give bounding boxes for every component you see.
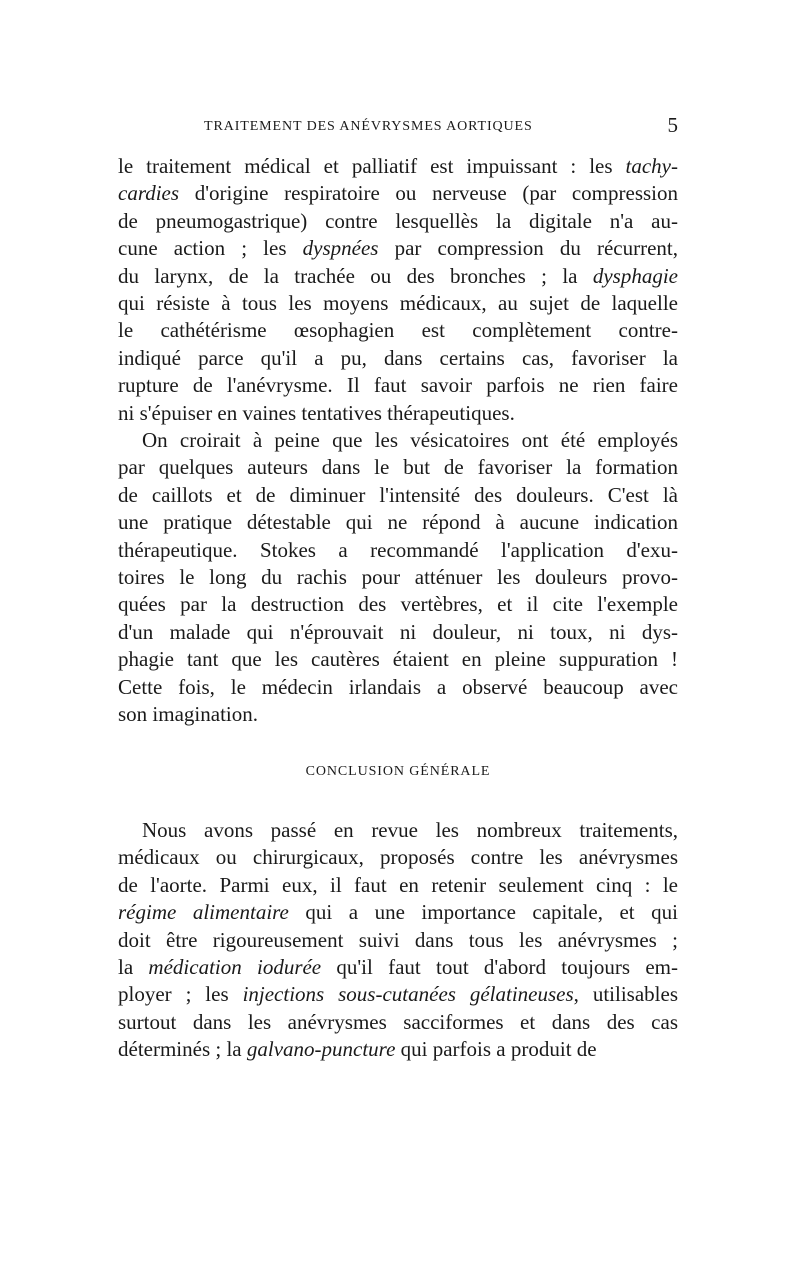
text-line (118, 482, 678, 509)
page-number: 5 (667, 113, 678, 137)
text-line (118, 509, 678, 536)
text-line (118, 701, 678, 728)
text-line (118, 153, 678, 180)
text-line (118, 954, 678, 981)
text-segment: Cette fois, le médecin irlandais a observé beaucoup avec (118, 674, 678, 699)
italic-term: cardies (118, 181, 180, 206)
paragraph-2 (118, 427, 678, 728)
text-segment: qu'il faut tout d'abord toujours em- (321, 955, 679, 980)
section-heading: CONCLUSION GÉNÉRALE (305, 764, 491, 779)
text-segment: qui parfois a produit de (395, 1037, 597, 1062)
paragraph-2-lines (118, 427, 678, 728)
text-segment: doit être rigoureusement suivi dans tous les anévrysmes ; (118, 927, 678, 952)
text-segment: ployer ; les (118, 982, 243, 1007)
text-line (118, 208, 678, 235)
text-segment: ni s'épuiser en vaines tentatives thérapeutiques. (118, 400, 515, 425)
text-segment: Nous avons passé en revue les nombreux traitements, (142, 818, 678, 842)
text-segment: qui résiste à tous les moyens médicaux, au sujet de laquelle (118, 291, 678, 316)
text-segment: du larynx, de la trachée ou des bronches ; la (118, 263, 593, 288)
text-segment: par compression du récurrent, (378, 236, 678, 261)
text-line (118, 1009, 678, 1036)
text-line (118, 872, 678, 899)
text-line (118, 591, 678, 618)
text-line (118, 899, 678, 926)
text-line (118, 1036, 678, 1063)
text-segment: d'un malade qui n'éprouvait ni douleur, ni toux, ni dys- (118, 619, 678, 644)
text-line (118, 345, 678, 372)
text-line (118, 564, 678, 591)
text-segment: , utilisables (573, 982, 678, 1007)
text-segment: quées par la destruction des vertèbres, et il cite l'exemple (118, 592, 678, 617)
text-line (118, 927, 678, 954)
text-line (118, 619, 678, 646)
running-title: TRAITEMENT DES ANÉVRYSMES AORTIQUES (204, 119, 533, 134)
text-segment: la (118, 955, 149, 980)
text-line (118, 537, 678, 564)
text-line (118, 235, 678, 262)
text-segment: surtout dans les anévrysmes sacciformes et dans des cas (118, 1009, 678, 1034)
text-line (118, 180, 678, 207)
text-segment: de l'aorte. Parmi eux, il faut en retenir seulement cinq : le (118, 872, 678, 897)
text-segment: médicaux ou chirurgicaux, proposés contre les anévrysmes (118, 845, 678, 870)
text-segment: phagie tant que les cautères étaient en pleine suppuration ! (118, 647, 678, 672)
text-line (118, 427, 678, 454)
italic-term: médication iodurée (148, 955, 322, 980)
italic-term: dyspnées (302, 236, 379, 261)
text-segment: de pneumogastrique) contre lesquellès la digitale n'a au- (118, 208, 678, 233)
text-segment: déterminés ; la (118, 1037, 247, 1062)
italic-term: dysphagie (592, 263, 678, 288)
paragraph-1 (118, 153, 678, 427)
text-segment: On croirait à peine que les vésicatoires ont été employés (142, 428, 678, 452)
text-segment: indiqué parce qu'il a pu, dans certains cas, favoriser la (118, 345, 678, 370)
text-segment: le cathétérisme œsophagien est complètement contre- (118, 318, 678, 343)
text-line (118, 400, 678, 427)
paragraph-3-lines (118, 817, 678, 1064)
text-line (118, 454, 678, 481)
text-segment: toires le long du rachis pour atténuer les douleurs provo- (118, 565, 678, 590)
text-segment: thérapeutique. Stokes a recommandé l'application d'exu- (118, 537, 678, 562)
text-line (118, 981, 678, 1008)
text-segment: cune action ; les (118, 236, 303, 261)
paragraph-1-lines (118, 153, 678, 427)
text-segment: qui a une importance capitale, et qui (288, 900, 678, 925)
italic-term: tachy- (625, 154, 678, 178)
text-line (118, 674, 678, 701)
italic-term: galvano-puncture (246, 1037, 396, 1062)
text-line (118, 263, 678, 290)
text-segment: de caillots et de diminuer l'intensité des douleurs. C'est là (118, 482, 678, 507)
text-segment: rupture de l'anévrysme. Il faut savoir parfois ne rien faire (118, 373, 678, 398)
text-line (118, 290, 678, 317)
italic-term: injections sous-cutanées gélatineuses (242, 982, 574, 1007)
text-line (118, 317, 678, 344)
text-segment: une pratique détestable qui ne répond à aucune indication (118, 510, 678, 535)
text-line (118, 646, 678, 673)
text-segment: par quelques auteurs dans le but de favoriser la formation (118, 455, 678, 480)
paragraph-3 (118, 817, 678, 1064)
running-head (118, 113, 678, 140)
italic-term: régime alimentaire (118, 900, 289, 925)
text-line (118, 372, 678, 399)
text-segment: le traitement médical et palliatif est impuissant : les (118, 154, 626, 178)
text-segment: son imagination. (118, 702, 258, 727)
text-segment: d'origine respiratoire ou nerveuse (par compression (179, 181, 678, 206)
text-line (118, 844, 678, 871)
text-line (118, 817, 678, 844)
